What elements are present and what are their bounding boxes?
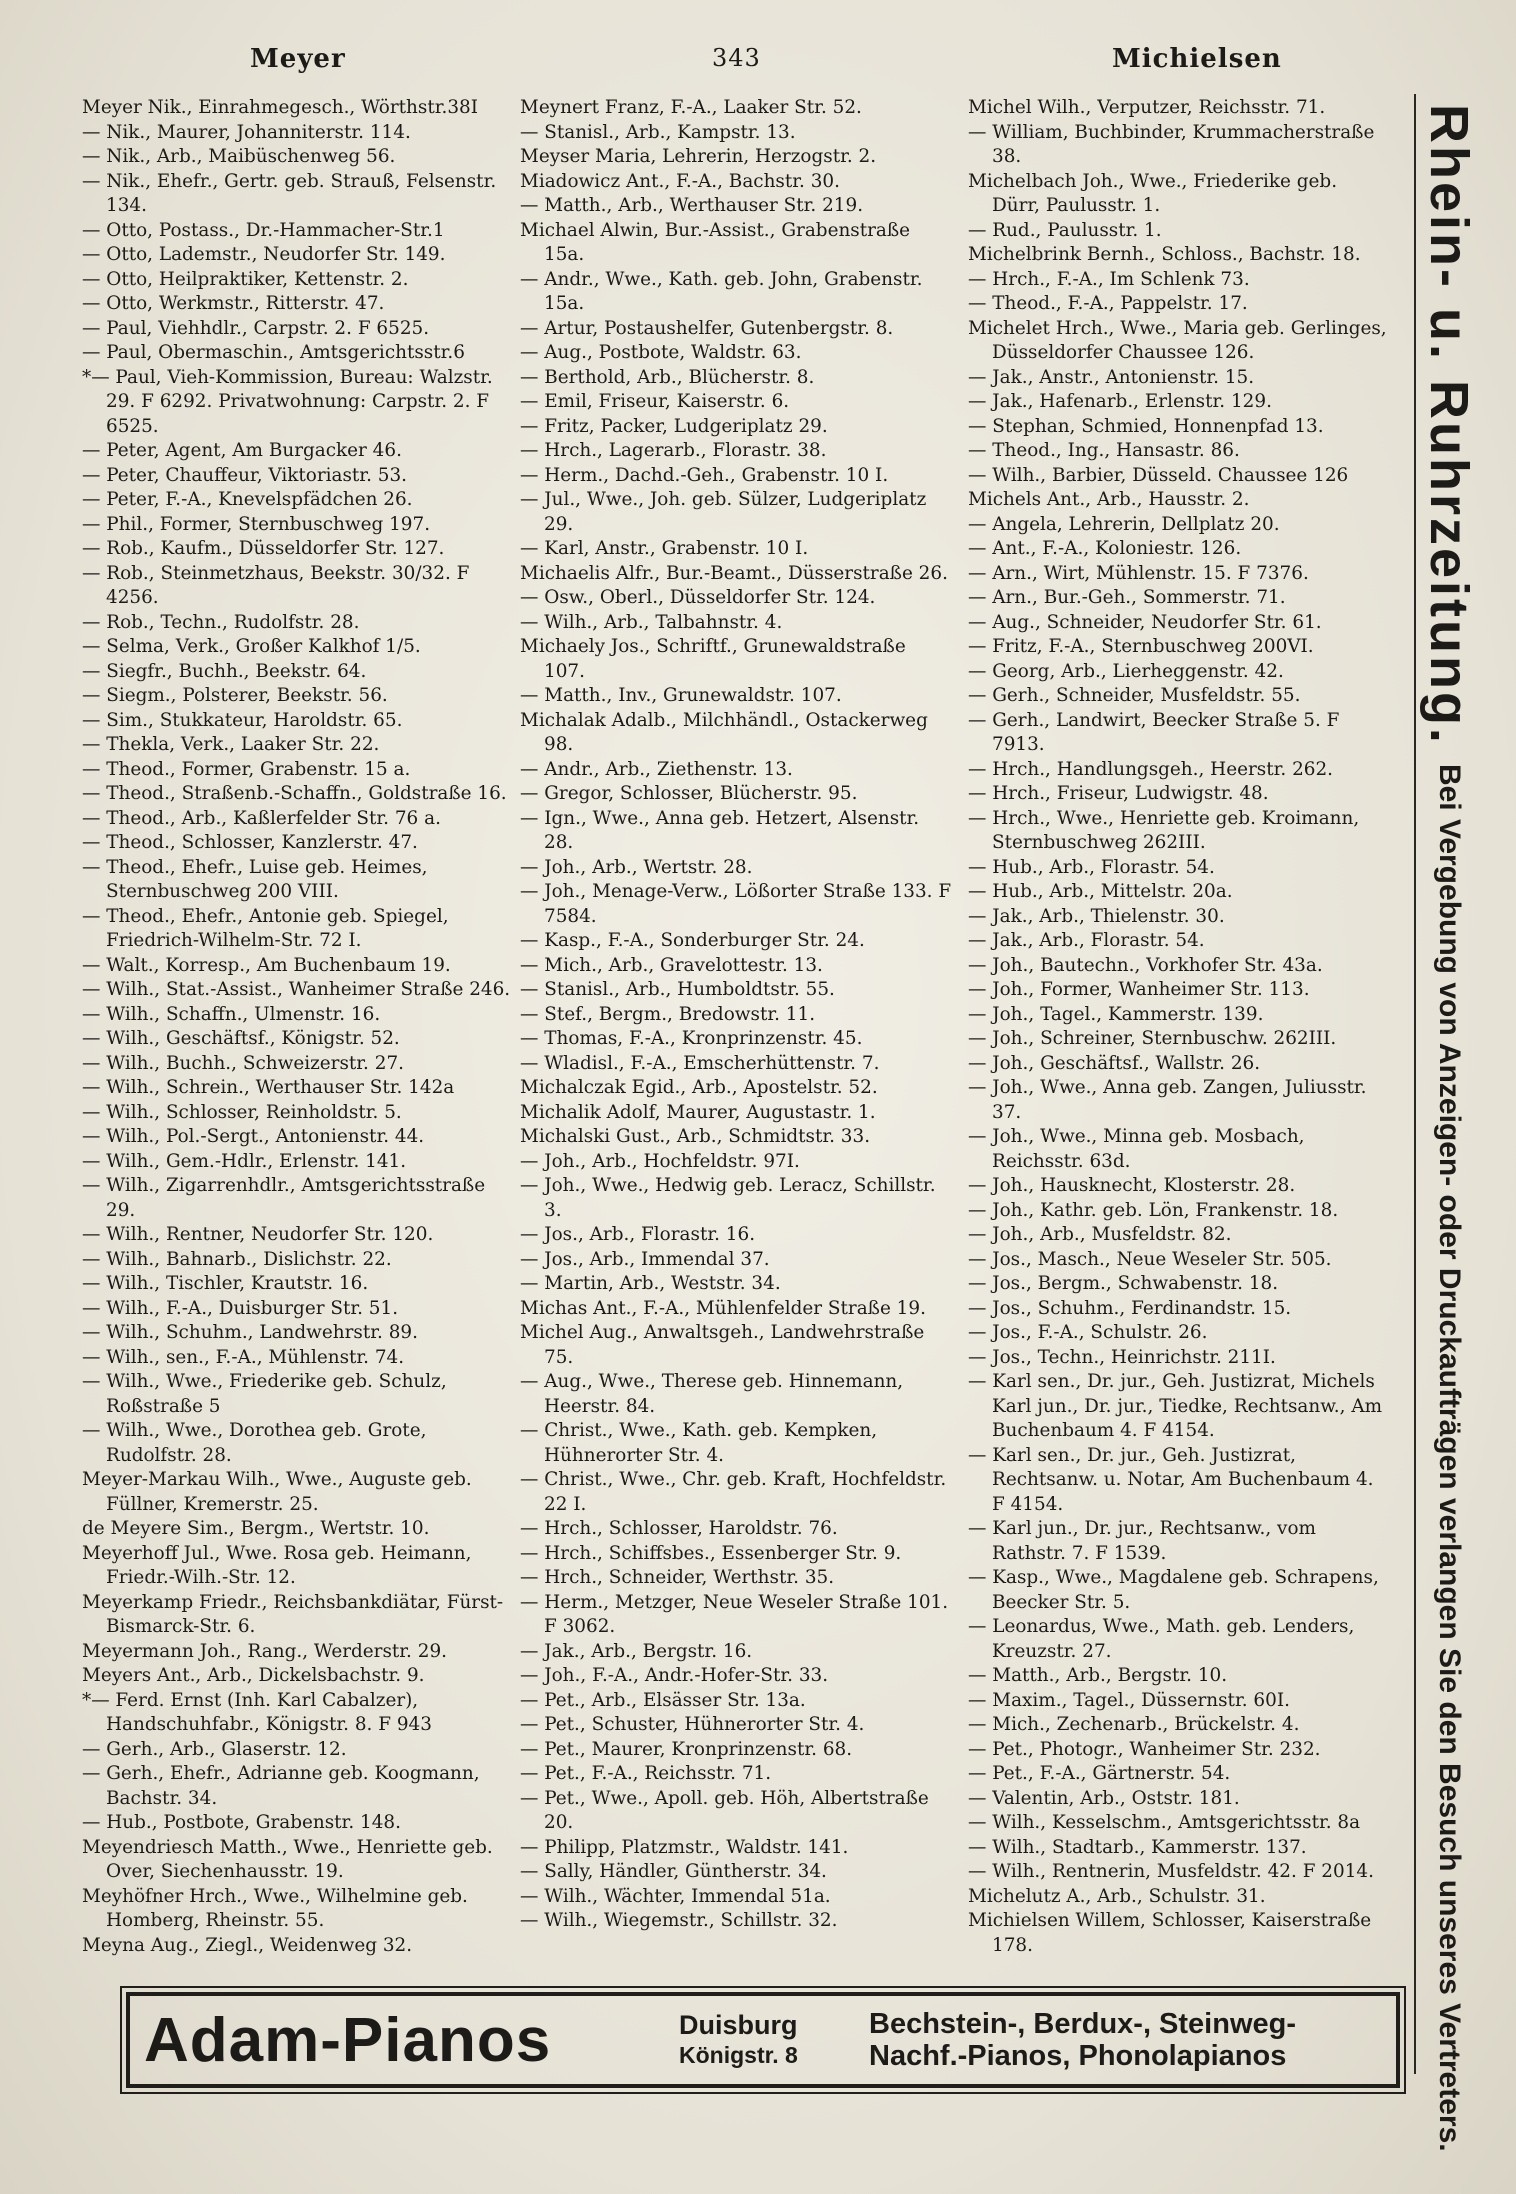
directory-entry: — Nik., Ehefr., Gertr. geb. Strauß, Felsenstr. 134.: [82, 170, 497, 216]
directory-entry: — Sim., Stukkateur, Haroldstr. 65.: [82, 709, 403, 731]
directory-entry: — Hrch., Schlosser, Haroldstr. 76.: [520, 1518, 838, 1539]
directory-entry: — Hrch., F.-A., Im Schlenk 73.: [968, 268, 1250, 290]
directory-entry: Michalski Gust., Arb., Schmidtstr. 33.: [520, 1126, 871, 1147]
directory-entry: Meyendriesch Matth., Wwe., Henriette geb. Over, Siechenhausstr. 19.: [82, 1836, 493, 1882]
directory-entry: — Jos., F.-A., Schulstr. 26.: [968, 1322, 1208, 1343]
directory-entry: — Pet., Arb., Elsässer Str. 13a.: [520, 1689, 806, 1711]
directory-entry: — Joh., F.-A., Andr.-Hofer-Str. 33.: [520, 1665, 829, 1686]
directory-entry: — Andr., Wwe., Kath. geb. John, Grabenstr. 15a.: [520, 268, 923, 314]
directory-entry: — Gregor, Schlosser, Blücherstr. 95.: [520, 783, 858, 804]
directory-entry: — Thekla, Verk., Laaker Str. 22.: [82, 734, 380, 755]
directory-entry: de Meyere Sim., Bergm., Wertstr. 10.: [82, 1518, 430, 1539]
directory-entry: — Ant., F.-A., Koloniestr. 126.: [968, 538, 1242, 559]
directory-entry: *— Paul, Vieh-Kommission, Bureau: Walzstr. 29. F 6292. Privatwohnung: Carpstr. 2. F 6525.: [82, 366, 493, 437]
directory-entry: — Arn., Wirt, Mühlenstr. 15. F 7376.: [968, 562, 1309, 584]
directory-entry: — Pet., F.-A., Gärtnerstr. 54.: [968, 1763, 1231, 1784]
directory-entry: — Wilh., Wächter, Immendal 51a.: [520, 1885, 831, 1907]
directory-entry: Meyhöfner Hrch., Wwe., Wilhelmine geb. Homberg, Rheinstr. 55.: [82, 1885, 468, 1931]
directory-entry: — Hub., Postbote, Grabenstr. 148.: [82, 1812, 401, 1833]
directory-entry: Michel Wilh., Verputzer, Reichsstr. 71.: [968, 97, 1326, 118]
directory-entry: — Thomas, F.-A., Kronprinzenstr. 45.: [520, 1028, 863, 1049]
directory-entry: — Georg, Arb., Lierheggenstr. 42.: [968, 660, 1284, 682]
directory-entry: — Joh., Tagel., Kammerstr. 139.: [968, 1003, 1264, 1025]
directory-entry: — Joh., Wwe., Minna geb. Mosbach, Reichsstr. 63d.: [968, 1126, 1305, 1172]
directory-entry: — Philipp, Platzmstr., Waldstr. 141.: [520, 1836, 849, 1858]
directory-entry: — Theod., Arb., Kaßlerfelder Str. 76 a.: [82, 807, 441, 829]
directory-entry: — Joh., Wwe., Anna geb. Zangen, Juliusstr. 37.: [968, 1077, 1367, 1123]
directory-entry: — Hub., Arb., Florastr. 54.: [968, 856, 1215, 878]
directory-entry: — Wilh., Stat.-Assist., Wanheimer Straße 246.: [82, 979, 511, 1000]
directory-entry: — Matth., Arb., Bergstr. 10.: [968, 1665, 1228, 1686]
directory-entry: — Theod., Straßenb.-Schaffn., Goldstraße 16.: [82, 783, 507, 804]
page-number: 343: [712, 44, 761, 72]
directory-entry: — Joh., Arb., Wertstr. 28.: [520, 856, 753, 878]
directory-entry: Meynert Franz, F.-A., Laaker Str. 52.: [520, 97, 862, 118]
ad-city: Duisburg: [679, 2010, 798, 2040]
directory-entry: Michelbrink Bernh., Schloss., Bachstr. 18.: [968, 244, 1361, 265]
directory-entry: — Joh., Arb., Hochfeldstr. 97I.: [520, 1150, 800, 1172]
directory-entry: — Karl jun., Dr. jur., Rechtsanw., vom Rathstr. 7. F 1539.: [968, 1518, 1316, 1564]
directory-entry: — Joh., Hausknecht, Klosterstr. 28.: [968, 1175, 1296, 1196]
directory-entry: Michael Alwin, Bur.-Assist., Grabenstraße 15a.: [520, 219, 911, 265]
directory-entry: — Paul, Obermaschin., Amtsgerichtsstr.6: [82, 342, 465, 363]
directory-entry: — Wilh., Bahnarb., Dislichstr. 22.: [82, 1248, 392, 1270]
directory-entry: *— Ferd. Ernst (Inh. Karl Cabalzer), Handschuhfabr., Königstr. 8. F 943: [82, 1689, 432, 1735]
directory-entry: — Theod., Ehefr., Luise geb. Heimes, Sternbuschweg 200 VIII.: [82, 856, 428, 902]
directory-entry: Meyser Maria, Lehrerin, Herzogstr. 2.: [520, 146, 877, 167]
directory-entry: — Pet., Maurer, Kronprinzenstr. 68.: [520, 1738, 853, 1760]
ad-brands: [869, 2008, 1296, 2072]
directory-entry: — Joh., Wwe., Hedwig geb. Leracz, Schillstr. 3.: [520, 1175, 936, 1221]
directory-entry: — Hrch., Schneider, Werthstr. 35.: [520, 1567, 835, 1588]
directory-entry: — Ign., Wwe., Anna geb. Hetzert, Alsenstr. 28.: [520, 807, 920, 853]
directory-entry: — Hrch., Wwe., Henriette geb. Kroimann, Sternbuschweg 262III.: [968, 807, 1360, 853]
directory-entry: — Wilh., Arb., Talbahnstr. 4.: [520, 611, 783, 633]
directory-entry: Michielsen Willem, Schlosser, Kaiserstraße 178.: [968, 1910, 1372, 1956]
directory-entry: — Gerh., Ehefr., Adrianne geb. Koogmann, Bachstr. 34.: [82, 1763, 480, 1809]
directory-entry: — Gerh., Arb., Glaserstr. 12.: [82, 1738, 347, 1760]
ad-brands-line-1: Bechstein-, Berdux-, Steinweg-: [869, 2008, 1297, 2040]
directory-entry: — Peter, Agent, Am Burgacker 46.: [82, 440, 402, 461]
directory-entry: — Wilh., Schrein., Werthauser Str. 142a: [82, 1077, 455, 1098]
directory-entry: — Stephan, Schmied, Honnenpfad 13.: [968, 415, 1324, 437]
directory-entry: — Wilh., sen., F.-A., Mühlenstr. 74.: [82, 1346, 405, 1368]
directory-entry: — Kasp., Wwe., Magdalene geb. Schrapens, Beecker Str. 5.: [968, 1567, 1379, 1613]
piano-advertisement: [126, 1992, 1400, 2088]
directory-entry: — Joh., Schreiner, Sternbuschw. 262III.: [968, 1028, 1337, 1049]
directory-entry: — Joh., Arb., Musfeldstr. 82.: [968, 1224, 1232, 1245]
directory-entry: — Jak., Arb., Bergstr. 16.: [520, 1640, 753, 1662]
ad-brands-line-2: Nachf.-Pianos, Phonolapianos: [869, 2040, 1287, 2072]
side-banner-tagline: Bei Vergebung von Anzeigen- oder Druckaufträgen verlangen Sie den Besuch unseres Vertreters.: [1433, 763, 1466, 2152]
directory-entry: — Joh., Former, Wanheimer Str. 113.: [968, 979, 1310, 1000]
directory-entry: — Wladisl., F.-A., Emscherhüttenstr. 7.: [520, 1052, 880, 1074]
directory-entry: — Stef., Bergm., Bredowstr. 11.: [520, 1003, 816, 1025]
directory-entry: — Wilh., Kesselschm., Amtsgerichtsstr. 8a: [968, 1812, 1361, 1833]
directory-entry: — Wilh., Geschäftsf., Königstr. 52.: [82, 1028, 400, 1049]
directory-entry: — Jak., Arb., Thielenstr. 30.: [968, 905, 1225, 927]
directory-entry: — Wilh., Schlosser, Reinholdstr. 5.: [82, 1101, 402, 1123]
directory-entry: — Paul, Viehhdlr., Carpstr. 2. F 6525.: [82, 317, 430, 339]
directory-entry: — Wilh., Barbier, Düsseld. Chaussee 126: [968, 464, 1349, 486]
directory-entry: — Joh., Kathr. geb. Lön, Frankenstr. 18.: [968, 1199, 1339, 1221]
directory-entry: — Mich., Arb., Gravelottestr. 13.: [520, 954, 823, 976]
directory-entry: — Theod., Ehefr., Antonie geb. Spiegel, Friedrich-Wilhelm-Str. 72 I.: [82, 905, 449, 951]
directory-entry: — Jul., Wwe., Joh. geb. Sülzer, Ludgeriplatz 29.: [520, 489, 927, 535]
directory-entry: — Wilh., Pol.-Sergt., Antonienstr. 44.: [82, 1126, 425, 1147]
directory-entry: — Pet., Schuster, Hühnerorter Str. 4.: [520, 1714, 865, 1735]
directory-entry: — Theod., F.-A., Pappelstr. 17.: [968, 293, 1248, 314]
right-column: [968, 96, 1388, 1958]
directory-entry: — Wilh., Wwe., Dorothea geb. Grote, Rudolfstr. 28.: [82, 1420, 427, 1466]
directory-entry: — Emil, Friseur, Kaiserstr. 6.: [520, 391, 790, 412]
directory-entry: — Karl sen., Dr. jur., Geh. Justizrat, Rechtsanw. u. Notar, Am Buchenbaum 4. F 4154.: [968, 1444, 1374, 1515]
directory-entry: — Berthold, Arb., Blücherstr. 8.: [520, 366, 815, 388]
directory-entry: — Nik., Arb., Maibüschenweg 56.: [82, 146, 396, 167]
directory-entry: — Jos., Arb., Florastr. 16.: [520, 1224, 756, 1245]
directory-entry: Meyerhoff Jul., Wwe. Rosa geb. Heimann, Friedr.-Wilh.-Str. 12.: [82, 1542, 472, 1588]
directory-entry: Michalik Adolf, Maurer, Augustastr. 1.: [520, 1101, 876, 1123]
directory-entry: — Rob., Steinmetzhaus, Beekstr. 30/32. F 4256.: [82, 562, 470, 608]
directory-entry: — Mich., Zechenarb., Brückelstr. 4.: [968, 1714, 1300, 1735]
directory-entry: — Aug., Postbote, Waldstr. 63.: [520, 342, 802, 363]
directory-entry: Michalczak Egid., Arb., Apostelstr. 52.: [520, 1077, 878, 1098]
directory-entry: — Otto, Werkmstr., Ritterstr. 47.: [82, 293, 385, 314]
directory-entry: — Walt., Korresp., Am Buchenbaum 19.: [82, 954, 451, 976]
directory-entry: — Christ., Wwe., Chr. geb. Kraft, Hochfeldstr. 22 I.: [520, 1469, 947, 1515]
directory-entry: — Herm., Metzger, Neue Weseler Straße 101. F 3062.: [520, 1591, 949, 1637]
directory-entry: — Christ., Wwe., Kath. geb. Kempken, Hühnerorter Str. 4.: [520, 1420, 878, 1466]
directory-entry: — Phil., Former, Sternbuschweg 197.: [82, 513, 431, 535]
directory-entry: — Andr., Arb., Ziethenstr. 13.: [520, 758, 793, 780]
directory-entry: — Rob., Kaufm., Düsseldorfer Str. 127.: [82, 538, 445, 559]
directory-entry: — Hrch., Lagerarb., Florastr. 38.: [520, 440, 827, 461]
directory-entry: — Nik., Maurer, Johanniterstr. 114.: [82, 121, 411, 143]
directory-entry: — Jos., Masch., Neue Weseler Str. 505.: [968, 1248, 1332, 1270]
directory-entry: — Sally, Händler, Güntherstr. 34.: [520, 1861, 827, 1882]
directory-entry: — Matth., Inv., Grunewaldstr. 107.: [520, 685, 842, 706]
directory-entry: — Wilh., F.-A., Duisburger Str. 51.: [82, 1297, 399, 1319]
directory-entry: Michas Ant., F.-A., Mühlenfelder Straße 19.: [520, 1297, 926, 1319]
directory-entry: — Hub., Arb., Mittelstr. 20a.: [968, 881, 1233, 902]
directory-entry: — Jak., Hafenarb., Erlenstr. 129.: [968, 391, 1272, 412]
directory-entry: — Wilh., Rentnerin, Musfeldstr. 42. F 2014.: [968, 1861, 1374, 1882]
ad-address: [679, 2010, 869, 2070]
directory-entry: — Wilh., Schuhm., Landwehrstr. 89.: [82, 1322, 418, 1343]
directory-entry: — Theod., Ing., Hansastr. 86.: [968, 440, 1240, 461]
directory-entry: — Joh., Geschäftsf., Wallstr. 26.: [968, 1052, 1261, 1074]
directory-entry: — Jos., Schuhm., Ferdinandstr. 15.: [968, 1297, 1292, 1319]
directory-entry: — Otto, Postass., Dr.-Hammacher-Str.1: [82, 219, 445, 241]
directory-entry: — Rob., Techn., Rudolfstr. 28.: [82, 611, 360, 633]
directory-entry: — Wilh., Zigarrenhdlr., Amtsgerichtsstraße 29.: [82, 1175, 486, 1221]
directory-entry: — Martin, Arb., Weststr. 34.: [520, 1273, 781, 1294]
directory-entry: — Arn., Bur.-Geh., Sommerstr. 71.: [968, 587, 1286, 608]
directory-entry: — Wilh., Wwe., Friederike geb. Schulz, Roßstraße 5: [82, 1371, 447, 1417]
directory-entry: Michelbach Joh., Wwe., Friederike geb. Dürr, Paulusstr. 1.: [968, 170, 1338, 216]
directory-entry: Meyerkamp Friedr., Reichsbankdiätar, Fürst-Bismarck-Str. 6.: [82, 1591, 504, 1637]
directory-entry: Michelutz A., Arb., Schulstr. 31.: [968, 1885, 1266, 1907]
directory-entry: — Hrch., Handlungsgeh., Heerstr. 262.: [968, 758, 1334, 780]
ad-company-name: Adam-Pianos: [144, 2005, 552, 2075]
directory-entry: — Hrch., Schiffsbes., Essenberger Str. 9.: [520, 1542, 902, 1564]
directory-entry: — Karl sen., Dr. jur., Geh. Justizrat, Michels Karl jun., Dr. jur., Tiedke, Rechtsanw., Am Buchenbaum 4. F 4154.: [968, 1371, 1383, 1441]
directory-entry: — Peter, F.-A., Knevelspfädchen 26.: [82, 489, 413, 510]
directory-entry: — Wilh., Tischler, Krautstr. 16.: [82, 1273, 369, 1294]
left-column: [82, 96, 514, 1958]
directory-entry: — Angela, Lehrerin, Dellplatz 20.: [968, 513, 1280, 535]
directory-entry: Meyermann Joh., Rang., Werderstr. 29.: [82, 1640, 447, 1662]
directory-entry: — Joh., Bautechn., Vorkhofer Str. 43a.: [968, 954, 1323, 976]
directory-entry: — Siegm., Polsterer, Beekstr. 56.: [82, 685, 388, 706]
directory-entry: — Jos., Arb., Immendal 37.: [520, 1248, 770, 1270]
ad-street: Königstr. 8: [679, 2042, 798, 2068]
directory-entry: — Jak., Anstr., Antonienstr. 15.: [968, 366, 1255, 388]
middle-column: [520, 96, 952, 1934]
directory-entry: — Gerh., Landwirt, Beecker Straße 5. F 7913.: [968, 709, 1340, 755]
directory-entry: — Maxim., Tagel., Düssernstr. 60I.: [968, 1689, 1290, 1711]
directory-entry: — Rud., Paulusstr. 1.: [968, 219, 1162, 241]
directory-entry: — Fritz, F.-A., Sternbuschweg 200VI.: [968, 636, 1314, 657]
directory-entry: Miadowicz Ant., F.-A., Bachstr. 30.: [520, 170, 840, 192]
directory-entry: Meyer-Markau Wilh., Wwe., Auguste geb. Füllner, Kremerstr. 25.: [82, 1469, 472, 1515]
directory-entry: — Gerh., Schneider, Musfeldstr. 55.: [968, 685, 1301, 706]
directory-entry: Meyna Aug., Ziegl., Weidenweg 32.: [82, 1934, 413, 1956]
directory-entry: — Wilh., Stadtarb., Kammerstr. 137.: [968, 1836, 1307, 1858]
directory-entry: — Siegfr., Buchh., Beekstr. 64.: [82, 660, 367, 682]
directory-entry: — Wilh., Gem.-Hdlr., Erlenstr. 141.: [82, 1150, 407, 1172]
directory-entry: Meyer Nik., Einrahmegesch., Wörthstr.38I: [82, 97, 478, 118]
directory-entry: — Hrch., Friseur, Ludwigstr. 48.: [968, 783, 1269, 804]
directory-entry: — Pet., Wwe., Apoll. geb. Höh, Albertstraße 20.: [520, 1787, 929, 1833]
directory-entry: — Matth., Arb., Werthauser Str. 219.: [520, 195, 864, 216]
directory-entry: — Stanisl., Arb., Humboldtstr. 55.: [520, 979, 835, 1000]
directory-entry: Michaelis Alfr., Bur.-Beamt., Düsserstraße 26.: [520, 562, 948, 584]
directory-entry: — Osw., Oberl., Düsseldorfer Str. 124.: [520, 587, 876, 608]
directory-entry: — Wilh., Rentner, Neudorfer Str. 120.: [82, 1224, 434, 1245]
directory-entry: — Fritz, Packer, Ludgeriplatz 29.: [520, 415, 828, 437]
directory-entry: Meyers Ant., Arb., Dickelsbachstr. 9.: [82, 1665, 425, 1686]
directory-entry: — Jos., Techn., Heinrichstr. 211I.: [968, 1346, 1276, 1368]
running-head-left: Meyer: [250, 44, 346, 74]
directory-entry: Michel Aug., Anwaltsgeh., Landwehrstraße 75.: [520, 1322, 925, 1368]
directory-entry: — Peter, Chauffeur, Viktoriastr. 53.: [82, 464, 408, 486]
directory-entry: — Pet., Photogr., Wanheimer Str. 232.: [968, 1738, 1321, 1760]
directory-entry: — Leonardus, Wwe., Math. geb. Lenders, Kreuzstr. 27.: [968, 1616, 1355, 1662]
directory-entry: — Wilh., Wiegemstr., Schillstr. 32.: [520, 1910, 838, 1931]
directory-entry: — Otto, Heilpraktiker, Kettenstr. 2.: [82, 268, 409, 290]
directory-entry: — Theod., Former, Grabenstr. 15 a.: [82, 758, 411, 780]
running-head-right: Michielsen: [1112, 44, 1282, 74]
directory-entry: — Aug., Schneider, Neudorfer Str. 61.: [968, 611, 1322, 633]
directory-entry: — Joh., Menage-Verw., Lößorter Straße 133. F 7584.: [520, 881, 952, 927]
directory-entry: — Jak., Arb., Florastr. 54.: [968, 930, 1205, 951]
directory-entry: — Otto, Lademstr., Neudorfer Str. 149.: [82, 244, 446, 265]
directory-entry: — Pet., F.-A., Reichsstr. 71.: [520, 1763, 772, 1784]
directory-entry: Michaely Jos., Schriftf., Grunewaldstraße 107.: [520, 636, 906, 682]
side-banner: [1416, 104, 1482, 2152]
directory-entry: Michalak Adalb., Milchhändl., Ostackerweg 98.: [520, 709, 928, 755]
directory-entry: — Aug., Wwe., Therese geb. Hinnemann, Heerstr. 84.: [520, 1371, 904, 1417]
directory-entry: — Kasp., F.-A., Sonderburger Str. 24.: [520, 930, 865, 951]
directory-entry: — Jos., Bergm., Schwabenstr. 18.: [968, 1273, 1279, 1294]
directory-entry: — Valentin, Arb., Oststr. 181.: [968, 1787, 1240, 1809]
side-banner-title: Rhein- u. Ruhrzeitung.: [1419, 104, 1479, 746]
directory-entry: — Wilh., Schaffn., Ulmenstr. 16.: [82, 1003, 381, 1025]
directory-entry: — Wilh., Buchh., Schweizerstr. 27.: [82, 1052, 404, 1074]
directory-entry: — Theod., Schlosser, Kanzlerstr. 47.: [82, 832, 418, 853]
directory-entry: — Stanisl., Arb., Kampstr. 13.: [520, 121, 796, 143]
directory-entry: — William, Buchbinder, Krummacherstraße 38.: [968, 121, 1375, 167]
directory-entry: Michels Ant., Arb., Hausstr. 2.: [968, 489, 1250, 510]
directory-entry: — Herm., Dachd.-Geh., Grabenstr. 10 I.: [520, 464, 889, 486]
directory-entry: — Karl, Anstr., Grabenstr. 10 I.: [520, 538, 809, 559]
directory-entry: — Artur, Postaushelfer, Gutenbergstr. 8.: [520, 317, 894, 339]
directory-entry: — Selma, Verk., Großer Kalkhof 1/5.: [82, 636, 421, 657]
directory-entry: Michelet Hrch., Wwe., Maria geb. Gerlinges, Düsseldorfer Chaussee 126.: [968, 317, 1387, 363]
